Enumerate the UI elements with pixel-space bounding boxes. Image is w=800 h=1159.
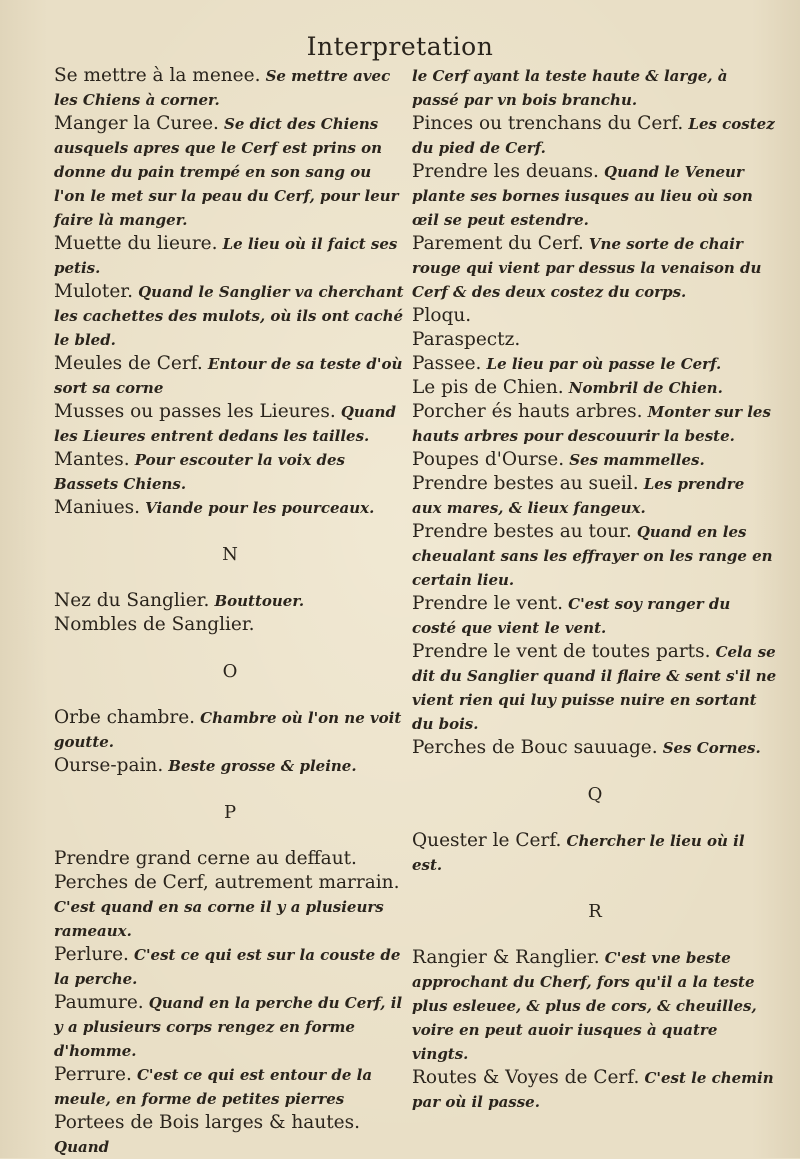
glossary-entry: [54, 589, 406, 613]
entry-definition: Chercher le lieu où il est.: [412, 832, 745, 874]
section-letter: O: [222, 661, 238, 682]
glossary-entry: [54, 232, 406, 280]
glossary-entry: [412, 160, 778, 232]
glossary-entry: [412, 352, 778, 376]
glossary-entry: [54, 1111, 406, 1159]
entry-term: Prendre grand cerne au deffaut.: [54, 848, 357, 869]
entry-term: Prendre les deuans.: [412, 161, 599, 182]
glossary-entry: [54, 847, 406, 871]
entry-definition: Nombril de Chien.: [568, 379, 723, 397]
glossary-entry: [54, 64, 406, 112]
glossary-entry: [412, 112, 778, 160]
section-letter: N: [222, 544, 238, 565]
entry-definition: Les costez du pied de Cerf.: [412, 115, 775, 157]
glossary-entry: [412, 64, 778, 112]
glossary-entry: [54, 352, 406, 400]
glossary-entry: [412, 472, 778, 520]
entry-term: Mantes.: [54, 449, 130, 470]
entry-definition: Quand en la perche du Cerf, il y a plusieurs corps rengez en forme d'homme.: [54, 994, 403, 1060]
glossary-entry: [412, 829, 778, 877]
page-header: Interpretation: [306, 32, 494, 61]
glossary-entry: [54, 448, 406, 496]
entry-definition: C'est ce qui est sur la couste de la perche.: [54, 946, 401, 988]
entry-term: Nez du Sanglier.: [54, 590, 210, 611]
glossary-entry: [412, 232, 778, 304]
entry-definition: le Cerf ayant la teste haute & large, à passé par vn bois branchu.: [412, 67, 728, 109]
entry-term: Poupes d'Ourse.: [412, 449, 565, 470]
glossary-entry: [54, 991, 406, 1063]
entry-definition: Vne sorte de chair rouge qui vient par dessus la venaison du Cerf & des deux costez du corps.: [412, 235, 762, 301]
entry-term: Perlure.: [54, 944, 129, 965]
glossary-entry: [54, 943, 406, 991]
entry-definition: Quand les Lieures entrent dedans les tailles.: [54, 403, 396, 445]
glossary-entry: [412, 1066, 778, 1114]
entry-term: Perches de Bouc sauuage.: [412, 737, 658, 758]
entry-definition: Ses mammelles.: [569, 451, 705, 469]
entry-definition: Cela se dit du Sanglier quand il flaire & sent s'il ne vient rien qui luy puisse nuire en sortant du bois.: [412, 643, 777, 733]
entry-definition: Chambre où l'on ne voit goutte.: [54, 709, 402, 751]
section-letter: Q: [587, 784, 603, 805]
entry-term: Passee.: [412, 353, 482, 374]
glossary-entry: [412, 376, 778, 400]
entry-definition: Le lieu où il faict ses petis.: [54, 235, 398, 277]
entry-term: Ourse-pain.: [54, 755, 164, 776]
glossary-entry: [412, 448, 778, 472]
entry-term: Prendre le vent de toutes parts.: [412, 641, 711, 662]
entry-term: Parement du Cerf.: [412, 233, 584, 254]
entry-definition: C'est vne beste approchant du Cherf, fors qu'il a la teste plus esleuee, & plus de cors, & cheuilles, voire en peut auoir iusques à quatre vingts.: [412, 949, 757, 1063]
glossary-entry: [54, 1063, 406, 1111]
entry-term: Prendre le vent.: [412, 593, 564, 614]
entry-term: Prendre bestes au tour.: [412, 521, 632, 542]
entry-term: Rangier & Ranglier.: [412, 947, 600, 968]
glossary-entry: [412, 400, 778, 448]
left-column: [54, 64, 406, 1159]
entry-definition: C'est soy ranger du costé que vient le vent.: [412, 595, 731, 637]
entry-definition: Bouttouer.: [214, 592, 305, 610]
glossary-entry: [54, 400, 406, 448]
glossary-entry: [412, 520, 778, 592]
entry-term: Nombles de Sanglier.: [54, 614, 255, 635]
glossary-entry: [54, 754, 406, 778]
entry-definition: Pour escouter la voix des Bassets Chiens.: [54, 451, 345, 493]
entry-term: Portees de Bois larges & hautes.: [54, 1112, 360, 1133]
entry-definition: Quand le Sanglier va cherchant les cachettes des mulots, où ils ont caché le bled.: [54, 283, 404, 349]
entry-definition: C'est le chemin par où il passe.: [412, 1069, 774, 1111]
entry-definition: Quand: [54, 1138, 110, 1156]
entry-definition: C'est ce qui est entour de la meule, en forme de petites pierres: [54, 1066, 373, 1108]
entry-definition: Se dict des Chiens ausquels apres que le Cerf est prins on donne du pain trempé en son sang ou l'on le met sur la peau du Cerf, pour leur faire là manger.: [54, 115, 399, 229]
glossary-entry: [54, 112, 406, 232]
entry-term: Manger la Curee.: [54, 113, 219, 134]
glossary-entry: [412, 592, 778, 640]
glossary-entry: [54, 706, 406, 754]
glossary-entry: [54, 280, 406, 352]
entry-definition: Entour de sa teste d'où sort sa corne: [54, 355, 403, 397]
entry-definition: Viande pour les pourceaux.: [145, 499, 375, 517]
section-letter: R: [588, 901, 602, 922]
entry-term: Muette du lieure.: [54, 233, 218, 254]
entry-term: Meules de Cerf.: [54, 353, 203, 374]
entry-definition: Quand le Veneur plante ses bornes iusques au lieu où son œil se peut estendre.: [412, 163, 753, 229]
right-column: [412, 64, 778, 1114]
entry-definition: C'est quand en sa corne il y a plusieurs rameaux.: [54, 898, 384, 940]
entry-term: Quester le Cerf.: [412, 830, 562, 851]
entry-term: Perches de Cerf, autrement marrain.: [54, 872, 400, 893]
glossary-entry: [412, 328, 778, 352]
entry-definition: Se mettre avec les Chiens à corner.: [54, 67, 391, 109]
entry-term: Porcher és hauts arbres.: [412, 401, 643, 422]
section-letter: P: [223, 802, 237, 823]
entry-term: Maniues.: [54, 497, 141, 518]
glossary-entry: [412, 946, 778, 1066]
entry-term: Pinces ou trenchans du Cerf.: [412, 113, 684, 134]
entry-definition: Monter sur les hauts arbres pour descouurir la beste.: [412, 403, 771, 445]
entry-term: Perrure.: [54, 1064, 132, 1085]
entry-term: Paumure.: [54, 992, 144, 1013]
entry-definition: Quand en les cheualant sans les effrayer on les range en certain lieu.: [412, 523, 773, 589]
glossary-entry: [412, 304, 778, 328]
entry-term: Paraspectz.: [412, 329, 521, 350]
glossary-entry: [54, 613, 406, 637]
entry-definition: Beste grosse & pleine.: [168, 757, 357, 775]
entry-definition: Les prendre aux mares, & lieux fangeux.: [412, 475, 745, 517]
entry-term: Ploqu.: [412, 305, 472, 326]
glossary-entry: [54, 871, 406, 943]
entry-term: Orbe chambre.: [54, 707, 196, 728]
glossary-entry: [54, 496, 406, 520]
entry-term: Le pis de Chien.: [412, 377, 564, 398]
glossary-entry: [412, 640, 778, 736]
entry-definition: Le lieu par où passe le Cerf.: [486, 355, 722, 373]
entry-term: Routes & Voyes de Cerf.: [412, 1067, 640, 1088]
glossary-entry: [412, 736, 778, 760]
entry-term: Se mettre à la menee.: [54, 65, 261, 86]
entry-definition: Ses Cornes.: [662, 739, 761, 757]
entry-term: Prendre bestes au sueil.: [412, 473, 639, 494]
entry-term: Musses ou passes les Lieures.: [54, 401, 336, 422]
entry-term: Muloter.: [54, 281, 133, 302]
